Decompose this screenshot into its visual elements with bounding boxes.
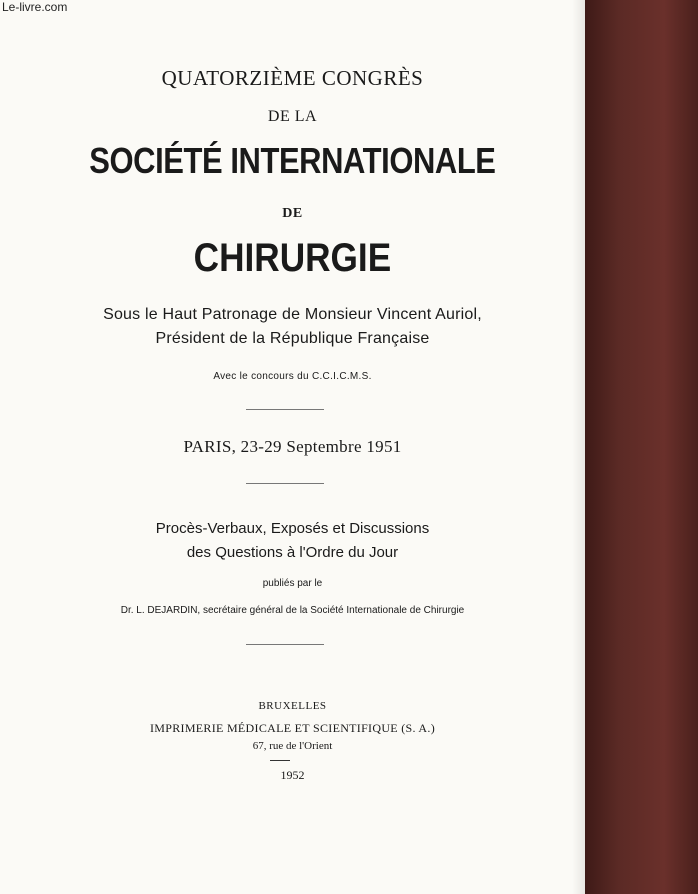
congress-number: QUATORZIÈME CONGRÈS — [161, 66, 424, 90]
watermark: Le-livre.com — [2, 0, 68, 14]
society-name: SOCIÉTÉ INTERNATIONALE — [89, 140, 496, 181]
patronage-line-2: Président de la République Française — [155, 330, 430, 347]
editor-credit: Dr. L. DEJARDIN, secrétaire général de la Société Internationale de Chirurgie — [120, 605, 465, 616]
publisher-city: BRUXELLES — [258, 700, 327, 712]
divider — [246, 644, 324, 645]
de-la-text: DE LA — [267, 108, 318, 125]
divider — [246, 409, 324, 410]
content-line-2: des Questions à l'Ordre du Jour — [186, 544, 399, 561]
publication-year: 1952 — [280, 768, 305, 782]
place-date: PARIS, 23-29 Septembre 1951 — [183, 437, 402, 456]
page-gutter-shadow — [572, 0, 585, 894]
de-text: DE — [282, 206, 303, 221]
publisher-name: IMPRIMERIE MÉDICALE ET SCIENTIFIQUE (S. A.) — [149, 721, 435, 735]
publisher-address: 67, rue de l'Orient — [252, 740, 333, 752]
divider — [246, 483, 324, 484]
chirurgie-title: CHIRURGIE — [193, 236, 392, 280]
content-line-1: Procès-Verbaux, Exposés et Discussions — [155, 520, 430, 537]
concours-text: Avec le concours du C.C.I.C.M.S. — [213, 371, 372, 382]
publies-text: publiés par le — [262, 578, 323, 589]
patronage-line-1: Sous le Haut Patronage de Monsieur Vincent Auriol, — [103, 306, 482, 323]
book-cover-edge — [585, 0, 698, 894]
short-divider — [270, 760, 290, 761]
